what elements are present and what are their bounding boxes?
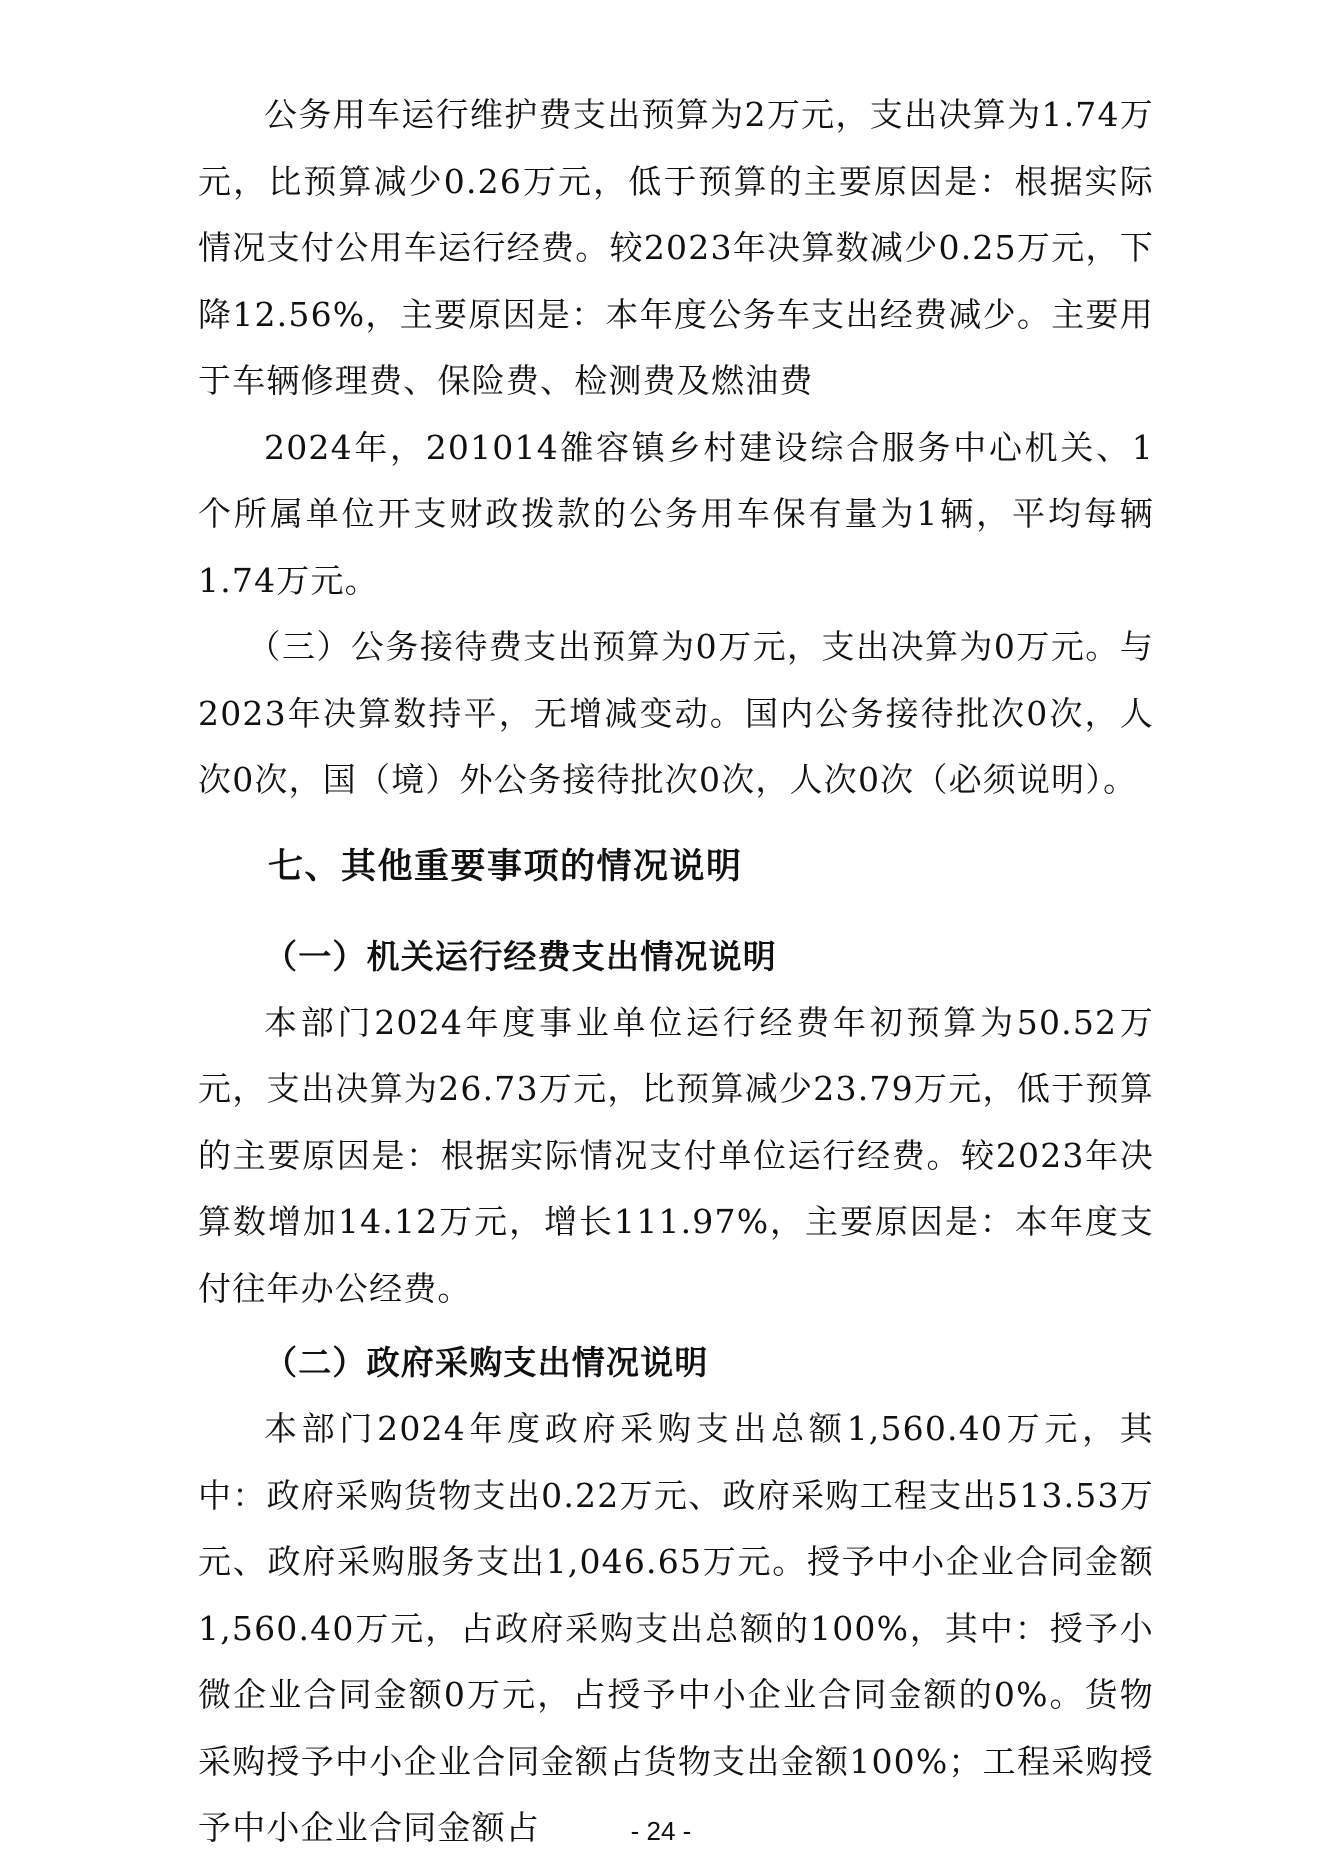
- paragraph-procurement: 本部门2024年度政府采购支出总额1,560.40万元，其中：政府采购货物支出0.22万元、政府采购工程支出513.53万元、政府采购服务支出1,046.65万元。授予中小企业合同金额1,560.40万元，占政府采购支出总额的100%，其中：授予小微企业合同金额0万元，占授予中小企业合同金额的0%。货物采购授予中小企业合同金额占货物支出金额100%；工程采购授予中小企业合同金额占: [198, 1409, 1154, 1847]
- subsection-title-procurement: （二）政府采购支出情况说明: [264, 1343, 709, 1382]
- paragraph-reception-expense: （三）公务接待费支出预算为0万元，支出决算为0万元。与2023年决算数持平，无增减变动。国内公务接待批次0次，人次0次，国（境）外公务接待批次0次，人次0次（必须说明）。: [198, 627, 1154, 799]
- paragraph-vehicle-maintenance: 公务用车运行维护费支出预算为2万元，支出决算为1.74万元，比预算减少0.26万元，低于预算的主要原因是：根据实际情况支付公用车运行经费。较2023年决算数减少0.25万元，下降12.56%，主要原因是：本年度公务车支出经费减少。主要用于车辆修理费、保险费、检测费及燃油费: [198, 95, 1154, 400]
- paragraph-operating-expense: 本部门2024年度事业单位运行经费年初预算为50.52万元，支出决算为26.73万元，比预算减少23.79万元，低于预算的主要原因是：根据实际情况支付单位运行经费。较2023年决算数增加14.12万元，增长111.97%，主要原因是：本年度支付往年办公经费。: [198, 1002, 1154, 1308]
- section-title-other-matters: 七、其他重要事项的情况说明: [268, 846, 743, 887]
- page-number: - 24 -: [630, 1816, 692, 1846]
- subsection-title-operating-expense: （一）机关运行经费支出情况说明: [264, 936, 777, 976]
- paragraph-vehicle-count: 2024年，201014雒容镇乡村建设综合服务中心机关、1个所属单位开支财政拨款的公务用车保有量为1辆，平均每辆1.74万元。: [198, 427, 1154, 600]
- page-content: [198, 82, 1154, 1862]
